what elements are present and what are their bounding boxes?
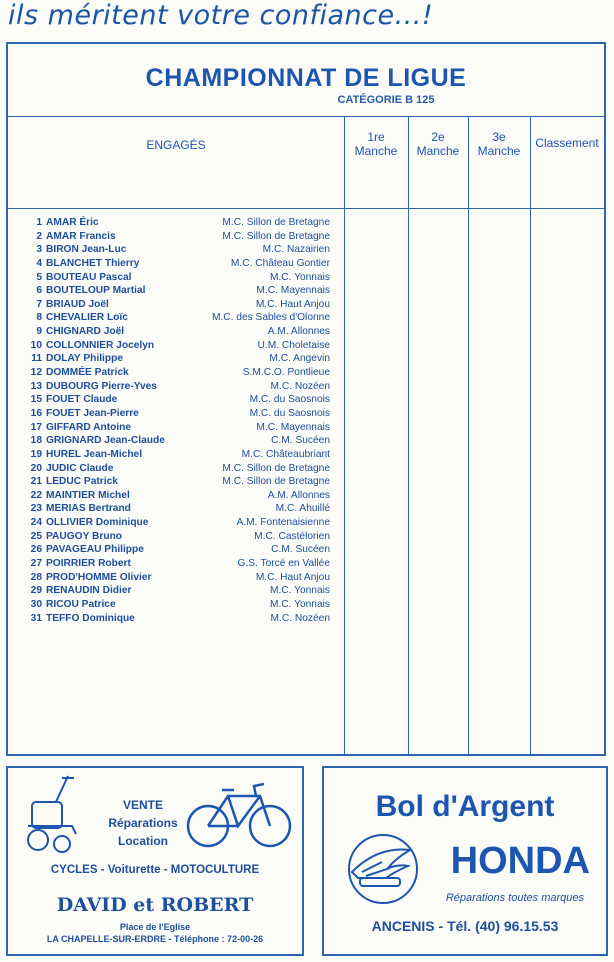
entry-club: M.C. Nozéen bbox=[270, 612, 330, 624]
header-manche-2-num: 2e bbox=[431, 130, 445, 144]
cycles-line: CYCLES - Voiturette - MOTOCULTURE bbox=[50, 864, 260, 876]
table-row bbox=[8, 598, 344, 612]
table-row bbox=[8, 434, 344, 448]
entry-name: MERIAS Bertrand bbox=[46, 503, 131, 515]
entry-club: A.M. Allonnes bbox=[267, 326, 330, 338]
entry-club: M.C. du Saosnois bbox=[249, 394, 330, 406]
brand-bol-dargent: Bol d'Argent bbox=[375, 790, 555, 823]
entry-club: M.C. Haut Anjou bbox=[255, 298, 330, 310]
table-row bbox=[8, 352, 344, 366]
contact-line: ANCENIS - Tél. (40) 96.15.53 bbox=[371, 918, 559, 934]
entry-club: M.C. Sillon de Bretagne bbox=[222, 476, 330, 488]
entry-club: A.M. Fontenaisienne bbox=[236, 517, 330, 529]
company-address: LA CHAPELLE-SUR-ERDRE - Téléphone : 72-00-26 bbox=[46, 934, 264, 944]
entry-name: DUBOURG Pierre-Yves bbox=[46, 380, 157, 392]
ad-honda bbox=[322, 766, 608, 956]
entry-name: FOUET Claude bbox=[46, 394, 118, 406]
table-row bbox=[8, 557, 344, 571]
entry-club: S.M.C.O. Pontlieue bbox=[242, 367, 330, 379]
entry-name: COLLONNIER Jocelyn bbox=[46, 339, 155, 351]
entry-name: LEDUC Patrick bbox=[46, 476, 118, 488]
entry-number: 31 bbox=[30, 612, 42, 624]
table-row bbox=[8, 502, 344, 516]
tagline: Réparations toutes marques bbox=[445, 892, 584, 904]
entry-number: 9 bbox=[36, 326, 42, 338]
entry-number: 8 bbox=[36, 312, 42, 324]
entry-number: 30 bbox=[30, 598, 42, 610]
entry-number: 5 bbox=[36, 271, 42, 283]
entry-club: M.C. du Saosnois bbox=[249, 407, 330, 419]
entry-name: PROD'HOMME Olivier bbox=[46, 571, 152, 583]
table-header bbox=[8, 116, 604, 209]
entries-list bbox=[8, 216, 344, 625]
results-table bbox=[6, 42, 606, 756]
entry-number: 16 bbox=[30, 407, 42, 419]
entry-number: 1 bbox=[36, 217, 42, 228]
company-name: DAVID et ROBERT bbox=[56, 894, 254, 916]
entry-club: M.C. Angevin bbox=[269, 353, 330, 365]
vente-label: VENTE bbox=[122, 798, 163, 812]
table-row bbox=[8, 530, 344, 544]
table-row bbox=[8, 380, 344, 394]
entry-name: PAVAGEAU Philippe bbox=[46, 544, 144, 556]
bicycle-icon bbox=[184, 776, 296, 852]
entry-name: DOMMÉE Patrick bbox=[46, 367, 129, 379]
table-row bbox=[8, 421, 344, 435]
entry-name: RENAUDIN Didier bbox=[46, 585, 132, 597]
table-row bbox=[8, 271, 344, 285]
header-manche-2 bbox=[408, 130, 468, 158]
entry-club: M.C. Mayennais bbox=[256, 421, 330, 433]
entry-name: RICOU Patrice bbox=[46, 598, 116, 610]
entry-club: M.C. Châteaubriant bbox=[241, 448, 330, 460]
ad-david-robert bbox=[6, 766, 304, 956]
entry-number: 19 bbox=[30, 448, 42, 460]
entry-number: 11 bbox=[31, 353, 42, 365]
entry-name: JUDIC Claude bbox=[46, 462, 114, 474]
entry-club: M.C. Haut Anjou bbox=[255, 571, 330, 583]
table-row bbox=[8, 366, 344, 380]
column-divider bbox=[530, 116, 531, 754]
entry-club: C.M. Sucéen bbox=[271, 544, 330, 556]
header-manche-1-num: 1re bbox=[367, 130, 385, 144]
entry-club: M.C. des Sables d'Olonne bbox=[211, 312, 330, 324]
table-row bbox=[8, 612, 344, 626]
entry-number: 25 bbox=[30, 530, 42, 542]
entry-number: 26 bbox=[30, 544, 42, 556]
entry-club: A.M. Allonnes bbox=[267, 489, 330, 501]
table-row bbox=[8, 339, 344, 353]
entry-club: G.S. Torcé en Vallée bbox=[237, 558, 330, 570]
header-manche-3-label: Manche bbox=[477, 144, 521, 158]
entry-club: M.C. Sillon de Bretagne bbox=[222, 462, 330, 474]
entry-name: BRIAUD Joël bbox=[46, 298, 109, 310]
table-row bbox=[8, 571, 344, 585]
entry-club: M.C. Yonnais bbox=[269, 598, 330, 610]
entry-number: 24 bbox=[30, 517, 42, 529]
header-manche-3 bbox=[468, 130, 530, 158]
entry-club: M.C. Ahuillé bbox=[275, 503, 330, 515]
entry-name: CHIGNARD Joël bbox=[46, 326, 125, 338]
ad-services bbox=[88, 796, 198, 850]
header-engages: ENGAGÉS bbox=[146, 138, 206, 152]
entry-club: M.C. Sillon de Bretagne bbox=[222, 217, 330, 228]
column-divider bbox=[344, 116, 345, 754]
table-row bbox=[8, 462, 344, 476]
entry-number: 22 bbox=[30, 489, 42, 501]
location-label: Location bbox=[118, 834, 168, 848]
entry-club: M.C. Yonnais bbox=[269, 271, 330, 283]
entry-club: M.C. Nazairien bbox=[262, 244, 330, 256]
entry-number: 12 bbox=[30, 367, 42, 379]
entry-number: 3 bbox=[36, 244, 42, 256]
header-classement: Classement bbox=[535, 136, 599, 150]
entry-number: 7 bbox=[36, 298, 42, 310]
entry-number: 10 bbox=[30, 339, 42, 351]
table-row bbox=[8, 216, 344, 230]
entry-name: FOUET Jean-Pierre bbox=[46, 407, 139, 419]
entry-number: 2 bbox=[36, 230, 42, 242]
entry-name: BLANCHET Thierry bbox=[46, 257, 140, 269]
entry-club: U.M. Choletaise bbox=[257, 339, 330, 351]
entry-name: AMAR Francis bbox=[46, 230, 116, 242]
category-label: CATÉGORIE B 125 bbox=[337, 94, 435, 106]
entry-club: M.C. Mayennais bbox=[256, 285, 330, 297]
company-place: Place de l'Eglise bbox=[119, 922, 191, 932]
entry-number: 17 bbox=[30, 421, 42, 433]
entry-name: OLLIVIER Dominique bbox=[46, 517, 149, 529]
entry-number: 23 bbox=[30, 503, 42, 515]
column-divider bbox=[408, 116, 409, 754]
table-row bbox=[8, 230, 344, 244]
entry-number: 13 bbox=[30, 380, 42, 392]
table-row bbox=[8, 298, 344, 312]
table-row bbox=[8, 448, 344, 462]
entry-name: DOLAY Philippe bbox=[46, 353, 123, 365]
column-divider bbox=[468, 116, 469, 754]
entry-club: M.C. Nozéen bbox=[270, 380, 330, 392]
entry-club: M.C. Yonnais bbox=[269, 585, 330, 597]
entry-name: HUREL Jean-Michel bbox=[46, 448, 143, 460]
entry-name: POIRRIER Robert bbox=[46, 558, 131, 570]
entry-name: AMAR Éric bbox=[46, 217, 99, 228]
table-row bbox=[8, 243, 344, 257]
entry-number: 6 bbox=[36, 285, 42, 297]
entry-name: PAUGOY Bruno bbox=[46, 530, 123, 542]
table-row bbox=[8, 393, 344, 407]
entry-number: 27 bbox=[30, 558, 42, 570]
entry-name: CHEVALIER Loïc bbox=[46, 312, 128, 324]
entry-club: M.C. Sillon de Bretagne bbox=[222, 230, 330, 242]
header-manche-1-label: Manche bbox=[354, 144, 398, 158]
table-row bbox=[8, 543, 344, 557]
entry-number: 28 bbox=[30, 571, 42, 583]
entry-number: 18 bbox=[30, 435, 42, 447]
entry-name: BOUTEAU Pascal bbox=[46, 271, 132, 283]
table-row bbox=[8, 489, 344, 503]
honda-wing-icon bbox=[338, 832, 428, 906]
entry-name: TEFFO Dominique bbox=[46, 612, 135, 624]
lawnmower-icon bbox=[22, 774, 84, 858]
entry-club: M.C. Castélorien bbox=[254, 530, 330, 542]
table-row bbox=[8, 311, 344, 325]
table-row bbox=[8, 284, 344, 298]
table-row bbox=[8, 257, 344, 271]
entry-club: C.M. Sucéen bbox=[271, 435, 330, 447]
entry-name: GIFFARD Antoine bbox=[46, 421, 132, 433]
entry-number: 15 bbox=[30, 394, 42, 406]
table-row bbox=[8, 584, 344, 598]
header-manche-3-num: 3e bbox=[492, 130, 506, 144]
table-row bbox=[8, 325, 344, 339]
slogan: ils méritent votre confiance...! bbox=[8, 0, 434, 31]
brand-honda: HONDA bbox=[450, 840, 590, 882]
entry-name: BIRON Jean-Luc bbox=[46, 244, 127, 256]
reparations-label: Réparations bbox=[108, 816, 178, 830]
entry-name: MAINTIER Michel bbox=[46, 489, 130, 501]
entry-number: 20 bbox=[30, 462, 42, 474]
entry-number: 29 bbox=[30, 585, 42, 597]
page-title: CHAMPIONNAT DE LIGUE bbox=[145, 64, 467, 92]
table-row bbox=[8, 407, 344, 421]
entry-number: 4 bbox=[36, 257, 42, 269]
title-block bbox=[8, 44, 604, 117]
entry-club: M.C. Château Gontier bbox=[230, 257, 330, 269]
entry-name: BOUTELOUP Martial bbox=[46, 285, 146, 297]
entry-number: 21 bbox=[30, 476, 42, 488]
header-manche-1 bbox=[344, 130, 408, 158]
table-row bbox=[8, 516, 344, 530]
table-row bbox=[8, 475, 344, 489]
header-manche-2-label: Manche bbox=[416, 144, 460, 158]
entry-name: GRIGNARD Jean-Claude bbox=[46, 435, 165, 447]
